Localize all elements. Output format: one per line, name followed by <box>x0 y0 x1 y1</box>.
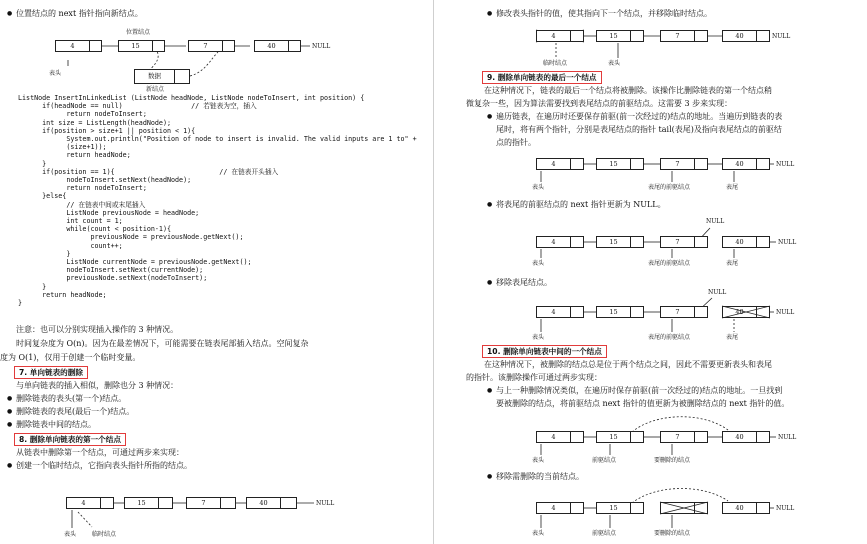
para10-line-2: 的指针。该删除操作可通过两步实现： <box>466 373 602 382</box>
label-head: 表头 <box>49 70 62 77</box>
null-label-pointer: NULL <box>708 289 727 296</box>
list7-item-1: ● 删除链表的表头(第一个)结点。 <box>16 394 126 405</box>
node-4: 4 <box>536 431 584 443</box>
null-label: NULL <box>776 505 795 512</box>
label-head: 表头 <box>532 530 545 537</box>
node-40: 40 <box>722 158 770 170</box>
node-4: 4 <box>536 236 584 248</box>
null-label-pointer: NULL <box>706 218 725 225</box>
bullet9a-line-1: ● 遍历链表，在遍历时还要保存前驱(前一次经过的)结点的地址。当遍历到链表的表 <box>496 112 782 123</box>
right-page <box>436 0 867 544</box>
node-40: 40 <box>722 236 770 248</box>
bullet9a-line-3: 点的指针。 <box>496 138 536 147</box>
heading-section-7: 7. 单向链表的删除 <box>14 366 88 379</box>
label-tail-prev: 表尾的前驱结点 <box>648 184 691 191</box>
list7-item-2: ● 删除链表的表尾(最后一个)结点。 <box>16 407 134 418</box>
label-head: 表头 <box>532 334 545 341</box>
node-15: 15 <box>596 236 644 248</box>
null-label: NULL <box>772 33 791 40</box>
label-to-delete: 要删除的结点 <box>654 530 691 537</box>
insert-code-block: ListNode InsertInLinkedList (ListNode headNode, ListNode nodeToInsert, int position) { if(headNode == null) // 若链表为空，插入 return nodeToInsert; int size = ListLength(headNode); if(position > size+1 || position < 1){ System.out.println("Position of node to insert is invalid. The valid inputs are 1 to" + (size+1)); return headNode; } if(position == 1){ // 在链表开头插入 nodeToInsert.setNext(headNode); return nodeToInsert; }else{ // 在链表中间或末尾插入 ListNode previousNode = headNode; int count = 1; while(count < position-1){ previousNode = previousNode.getNext(); count++; } ListNode currentNode = previousNode.getNext(); nodeToInsert.setNext(currentNode); previousNode.setNext(nodeToInsert); } return headNode; } <box>18 94 417 308</box>
bullet-point-position-node: ● 位置结点的 next 指针指向新结点。 <box>16 9 143 20</box>
null-label: NULL <box>778 434 797 441</box>
label-to-delete: 要删除的结点 <box>654 457 691 464</box>
para-section-7: 与单向链表的插入相似，删除也分 3 种情况： <box>16 381 179 390</box>
label-position-node: 位置结点 <box>126 29 151 36</box>
label-tail-prev: 表尾的前驱结点 <box>648 260 691 267</box>
label-head: 表头 <box>532 260 545 267</box>
label-prev: 前驱结点 <box>592 530 617 537</box>
label-prev: 前驱结点 <box>592 457 617 464</box>
node-4: 4 <box>536 306 584 318</box>
null-label: NULL <box>776 161 795 168</box>
node-15: 15 <box>596 30 644 42</box>
bullet10a-line-2: 要被删除的结点，将前驱结点 next 指针的值更新为被删除结点的 next 指针的值。 <box>496 399 790 408</box>
node-7: 7 <box>660 158 708 170</box>
note-text: 注意：也可以分别实现插入操作的 3 种情况。 <box>16 325 179 334</box>
node-40: 40 <box>254 40 301 52</box>
node-40: 40 <box>246 497 297 509</box>
para9-line-2: 微复杂一些，因为算法需要找到表尾结点的前驱结点。这需要 3 步来实现： <box>466 99 733 108</box>
node-deleted <box>660 502 708 514</box>
diagram-temp-arrows <box>0 0 432 544</box>
para10-line-1: 在这种情况下，被删除的结点总是位于两个结点之间，因此不需要更新表头和表尾 <box>484 360 772 369</box>
node-4: 4 <box>536 158 584 170</box>
list7-item-3: ● 删除链表中间的结点。 <box>16 420 96 431</box>
null-label: NULL <box>778 239 797 246</box>
label-tail: 表尾 <box>726 260 739 267</box>
bullet9c: ● 移除表尾结点。 <box>496 278 552 289</box>
node-40-removed: 40 <box>722 306 770 318</box>
bullet10a-line-1: ● 与上一种删除情况类似，在遍历时保存前驱(前一次经过的)结点的地址。一旦找到 <box>496 386 782 397</box>
node-7: 7 <box>660 431 708 443</box>
node-15: 15 <box>596 502 644 514</box>
label-head: 表头 <box>608 60 621 67</box>
bullet10b: ● 移除需删除的当前结点。 <box>496 472 584 483</box>
node-7: 7 <box>660 236 708 248</box>
bullet9b: ● 将表尾的前驱结点的 next 指针更新为 NULL。 <box>496 200 666 211</box>
node-7: 7 <box>186 497 236 509</box>
label-tail: 表尾 <box>726 334 739 341</box>
node-15: 15 <box>596 431 644 443</box>
node-40: 40 <box>722 431 770 443</box>
label-new-node: 新结点 <box>146 86 165 93</box>
node-7: 7 <box>660 30 708 42</box>
complexity-line-1: 时间复杂度为 O(n)。因为在最差情况下，可能需要在链表尾部插入结点。空间复杂 <box>16 339 309 348</box>
null-label: NULL <box>776 309 795 316</box>
new-node: 数据 <box>134 69 190 84</box>
left-page <box>0 0 432 544</box>
label-temp-node: 临时结点 <box>92 531 117 538</box>
node-4-removed: 4 <box>536 30 584 42</box>
label-head: 表头 <box>532 457 545 464</box>
bullet9a-line-2: 尾时，将有两个指针，分别是表尾结点的指针 tail(表尾)及指向表尾结点的前驱结 <box>496 125 782 134</box>
null-label: NULL <box>312 43 331 50</box>
page-divider <box>433 0 434 544</box>
heading-section-9: 9. 删除单向链表的最后一个结点 <box>482 71 602 84</box>
label-head: 表头 <box>532 184 545 191</box>
diagram-delete-middle-arrows <box>436 0 867 544</box>
label-tail-prev: 表尾的前驱结点 <box>648 334 691 341</box>
null-label: NULL <box>316 500 335 507</box>
label-head: 表头 <box>64 531 77 538</box>
node-4: 4 <box>536 502 584 514</box>
para9-line-1: 在这种情况下，链表的最后一个结点将被删除。该操作比删除链表的第一个结点稍 <box>484 86 772 95</box>
heading-section-10: 10. 删除单向链表中间的一个结点 <box>482 345 607 358</box>
node-4: 4 <box>66 497 114 509</box>
node-15: 15 <box>596 158 644 170</box>
node-7: 7 <box>660 306 708 318</box>
bullet8: ● 创建一个临时结点，它指向表头指针所指的结点。 <box>16 461 192 472</box>
node-4: 4 <box>55 40 102 52</box>
heading-section-8: 8. 删除单向链表的第一个结点 <box>14 433 126 446</box>
node-7: 7 <box>188 40 235 52</box>
node-15: 15 <box>596 306 644 318</box>
node-15: 15 <box>124 497 173 509</box>
label-tail: 表尾 <box>726 184 739 191</box>
label-temp-node: 临时结点 <box>543 60 568 67</box>
node-15: 15 <box>118 40 165 52</box>
bullet-update-head: ● 修改表头指针的值，使其指向下一个结点，并移除临时结点。 <box>496 9 712 20</box>
complexity-line-2: 度为 O(1)，仅用于创建一个临时变量。 <box>0 353 141 362</box>
node-40: 40 <box>722 30 770 42</box>
para-section-8: 从链表中删除第一个结点，可通过两步来实现： <box>16 448 184 457</box>
node-40: 40 <box>722 502 770 514</box>
